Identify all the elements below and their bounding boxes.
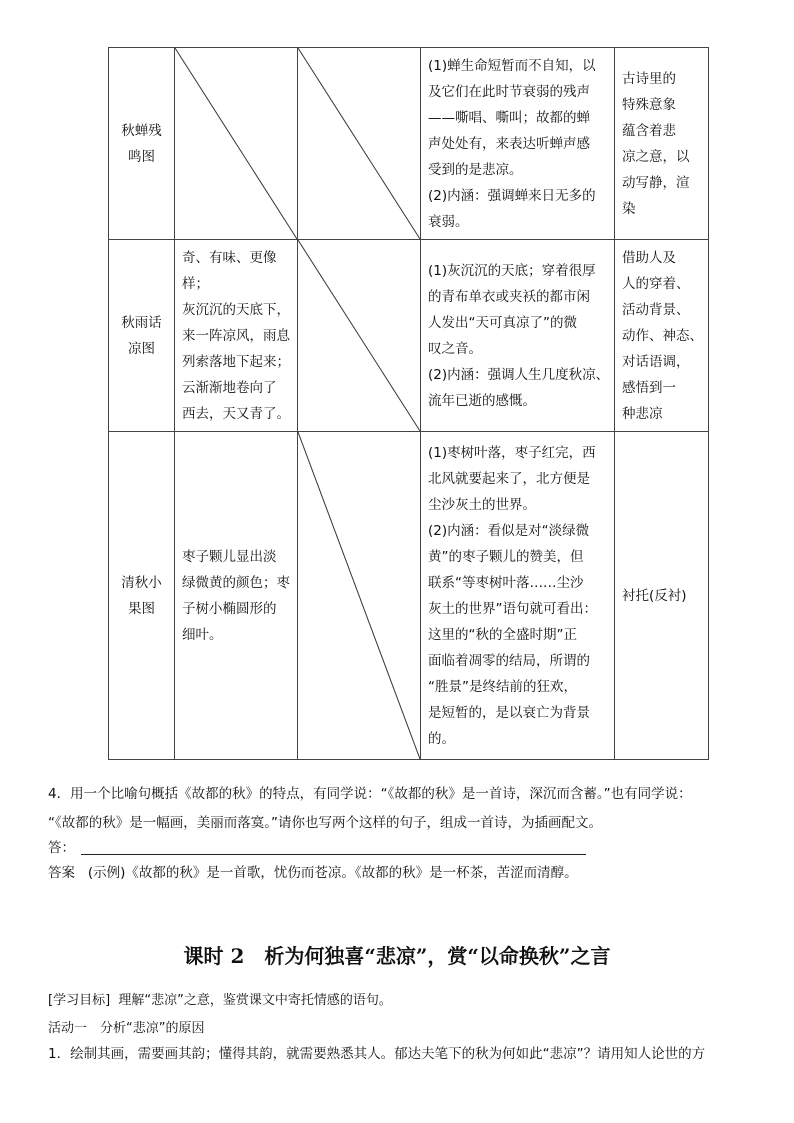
technique-line: 动写静，渲: [622, 174, 690, 191]
slashed-cell: [298, 240, 421, 432]
row-name: 秋雨话 凉图: [121, 314, 162, 357]
detail-line: 人发出“天可真凉了”的微: [428, 314, 577, 331]
detail-line: 衰弱。: [428, 213, 469, 230]
answer-label: 答：: [48, 840, 75, 856]
sample-answer-text: (示例)《故都的秋》是一首歌，忧伤而苍凉。《故都的秋》是一杯茶，苦涩而清醇。: [87, 865, 578, 881]
detail-line: 及它们在此时节衰弱的残声: [428, 83, 590, 100]
quote-line: 西去，天又青了。: [182, 405, 290, 422]
detail-line: (2)内涵：看似是对“淡绿微: [428, 522, 590, 539]
answer-blank[interactable]: [48, 836, 586, 856]
technique-line: 借助人及: [622, 249, 676, 266]
row-name: 清秋小 果图: [121, 574, 162, 617]
quote-line: 灰沉沉的天底下，: [182, 301, 290, 318]
technique-line: 种悲凉: [622, 405, 663, 422]
detail-line: 的青布单衣或夹袄的都市闲: [428, 288, 590, 305]
goal-label: [学习目标]: [48, 993, 111, 1008]
quote-cell: [175, 240, 298, 432]
detail-line: 面临着凋零的结局，所谓的: [428, 652, 590, 669]
slashed-cell: [298, 48, 421, 240]
slashed-cell: [175, 48, 298, 240]
detail-line: 尘沙灰土的世界。: [428, 496, 536, 513]
row-name-cell: [109, 240, 175, 432]
slashed-cell: [298, 432, 421, 760]
table-row: [109, 240, 709, 432]
sample-answer-label: 答案: [48, 865, 75, 881]
goal-text: 理解“悲凉”之意，鉴赏课文中寄托情感的语句。: [118, 993, 392, 1008]
technique-line: 古诗里的: [622, 70, 676, 87]
detail-line: “胜景”是终结前的狂欢，: [428, 678, 577, 695]
quote-line: 云渐渐地卷向了: [182, 379, 277, 396]
technique-line: 对话语调，: [622, 353, 690, 370]
quote-cell: [175, 432, 298, 760]
lesson-title: 课时 2 析为何独喜“悲凉”，赏“以命换秋”之言: [183, 944, 611, 968]
technique-cell: [615, 432, 709, 760]
detail-cell: [421, 48, 615, 240]
question-4-line-2: “《故都的秋》是一幅画，美丽而落寞。”请你也写两个这样的句子，组成一首诗，为插画配文。: [48, 815, 602, 831]
detail-line: ——嘶唱、嘶叫；故都的蝉: [428, 109, 590, 126]
technique-line: 活动背景、: [622, 301, 690, 318]
row-name-cell: [109, 48, 175, 240]
row-name: 秋蝉残 鸣图: [121, 122, 162, 165]
activity-heading: 活动一 分析“悲凉”的原因: [48, 1021, 205, 1036]
detail-line: 叹之音。: [428, 340, 482, 357]
quote-line: 奇、有味、更像样；: [182, 249, 277, 292]
technique-line: 感悟到一: [622, 379, 676, 396]
row-name-cell: [109, 432, 175, 760]
technique-line: 蕴含着悲: [622, 122, 676, 139]
sample-answer: [48, 862, 578, 884]
question-4: [48, 780, 758, 838]
detail-line: 这里的“秋的全盛时期”正: [428, 626, 577, 643]
detail-line: 北风就要起来了，北方便是: [428, 470, 590, 487]
detail-line: 的。: [428, 730, 455, 747]
quote-line: 来一阵凉风，雨息: [182, 327, 290, 344]
detail-cell: [421, 432, 615, 760]
detail-line: 灰土的世界”语句就可看出：: [428, 600, 597, 617]
technique-line: 特殊意象: [622, 96, 676, 113]
detail-line: (1)灰沉沉的天底；穿着很厚: [428, 262, 596, 279]
detail-line: (2)内涵：强调人生几度秋凉、: [428, 366, 610, 383]
technique-cell: [615, 48, 709, 240]
detail-line: 声处处有，来表达听蝉声感: [428, 135, 590, 152]
quote-line: 列索落地下起来；: [182, 353, 290, 370]
detail-line: (1)蝉生命短暂而不自知，以: [428, 57, 596, 74]
technique-line: 染: [622, 200, 636, 217]
technique-line: 衬托(反衬): [622, 587, 687, 604]
table-row: [109, 48, 709, 240]
detail-line: (2)内涵：强调蝉来日无多的: [428, 187, 596, 204]
technique-line: 凉之意，以: [622, 148, 690, 165]
technique-cell: [615, 240, 709, 432]
learning-goal: [48, 990, 392, 1012]
detail-line: 是短暂的，是以衰亡为背景: [428, 704, 590, 721]
question-4-line-1: 4．用一个比喻句概括《故都的秋》的特点，有同学说：“《故都的秋》是一首诗，深沉而含蓄。”也有同学说：: [48, 786, 692, 802]
detail-line: 黄”的枣子颗儿的赞美，但: [428, 548, 584, 565]
analysis-table: [108, 47, 709, 760]
quote-line: 枣子颗儿显出淡: [182, 548, 277, 565]
quote-line: 子树小椭圆形的: [182, 600, 277, 617]
detail-line: (1)枣树叶落，枣子红完，西: [428, 444, 596, 461]
detail-line: 受到的是悲凉。: [428, 161, 523, 178]
answer-underline[interactable]: [81, 842, 586, 855]
table-row: [109, 432, 709, 760]
detail-line: 联系“等枣树叶落……尘沙: [428, 574, 584, 591]
quote-line: 绿微黄的颜色；枣: [182, 574, 290, 591]
detail-cell: [421, 240, 615, 432]
quote-line: 细叶。: [182, 626, 223, 643]
technique-line: 人的穿着、: [622, 275, 690, 292]
question-1: 1．绘制其画，需要画其韵；懂得其韵，就需要熟悉其人。郁达夫笔下的秋为何如此“悲凉”？请用知人论世的方: [48, 1046, 706, 1062]
technique-line: 动作、神态、: [622, 327, 703, 344]
detail-line: 流年已逝的感慨。: [428, 392, 536, 409]
